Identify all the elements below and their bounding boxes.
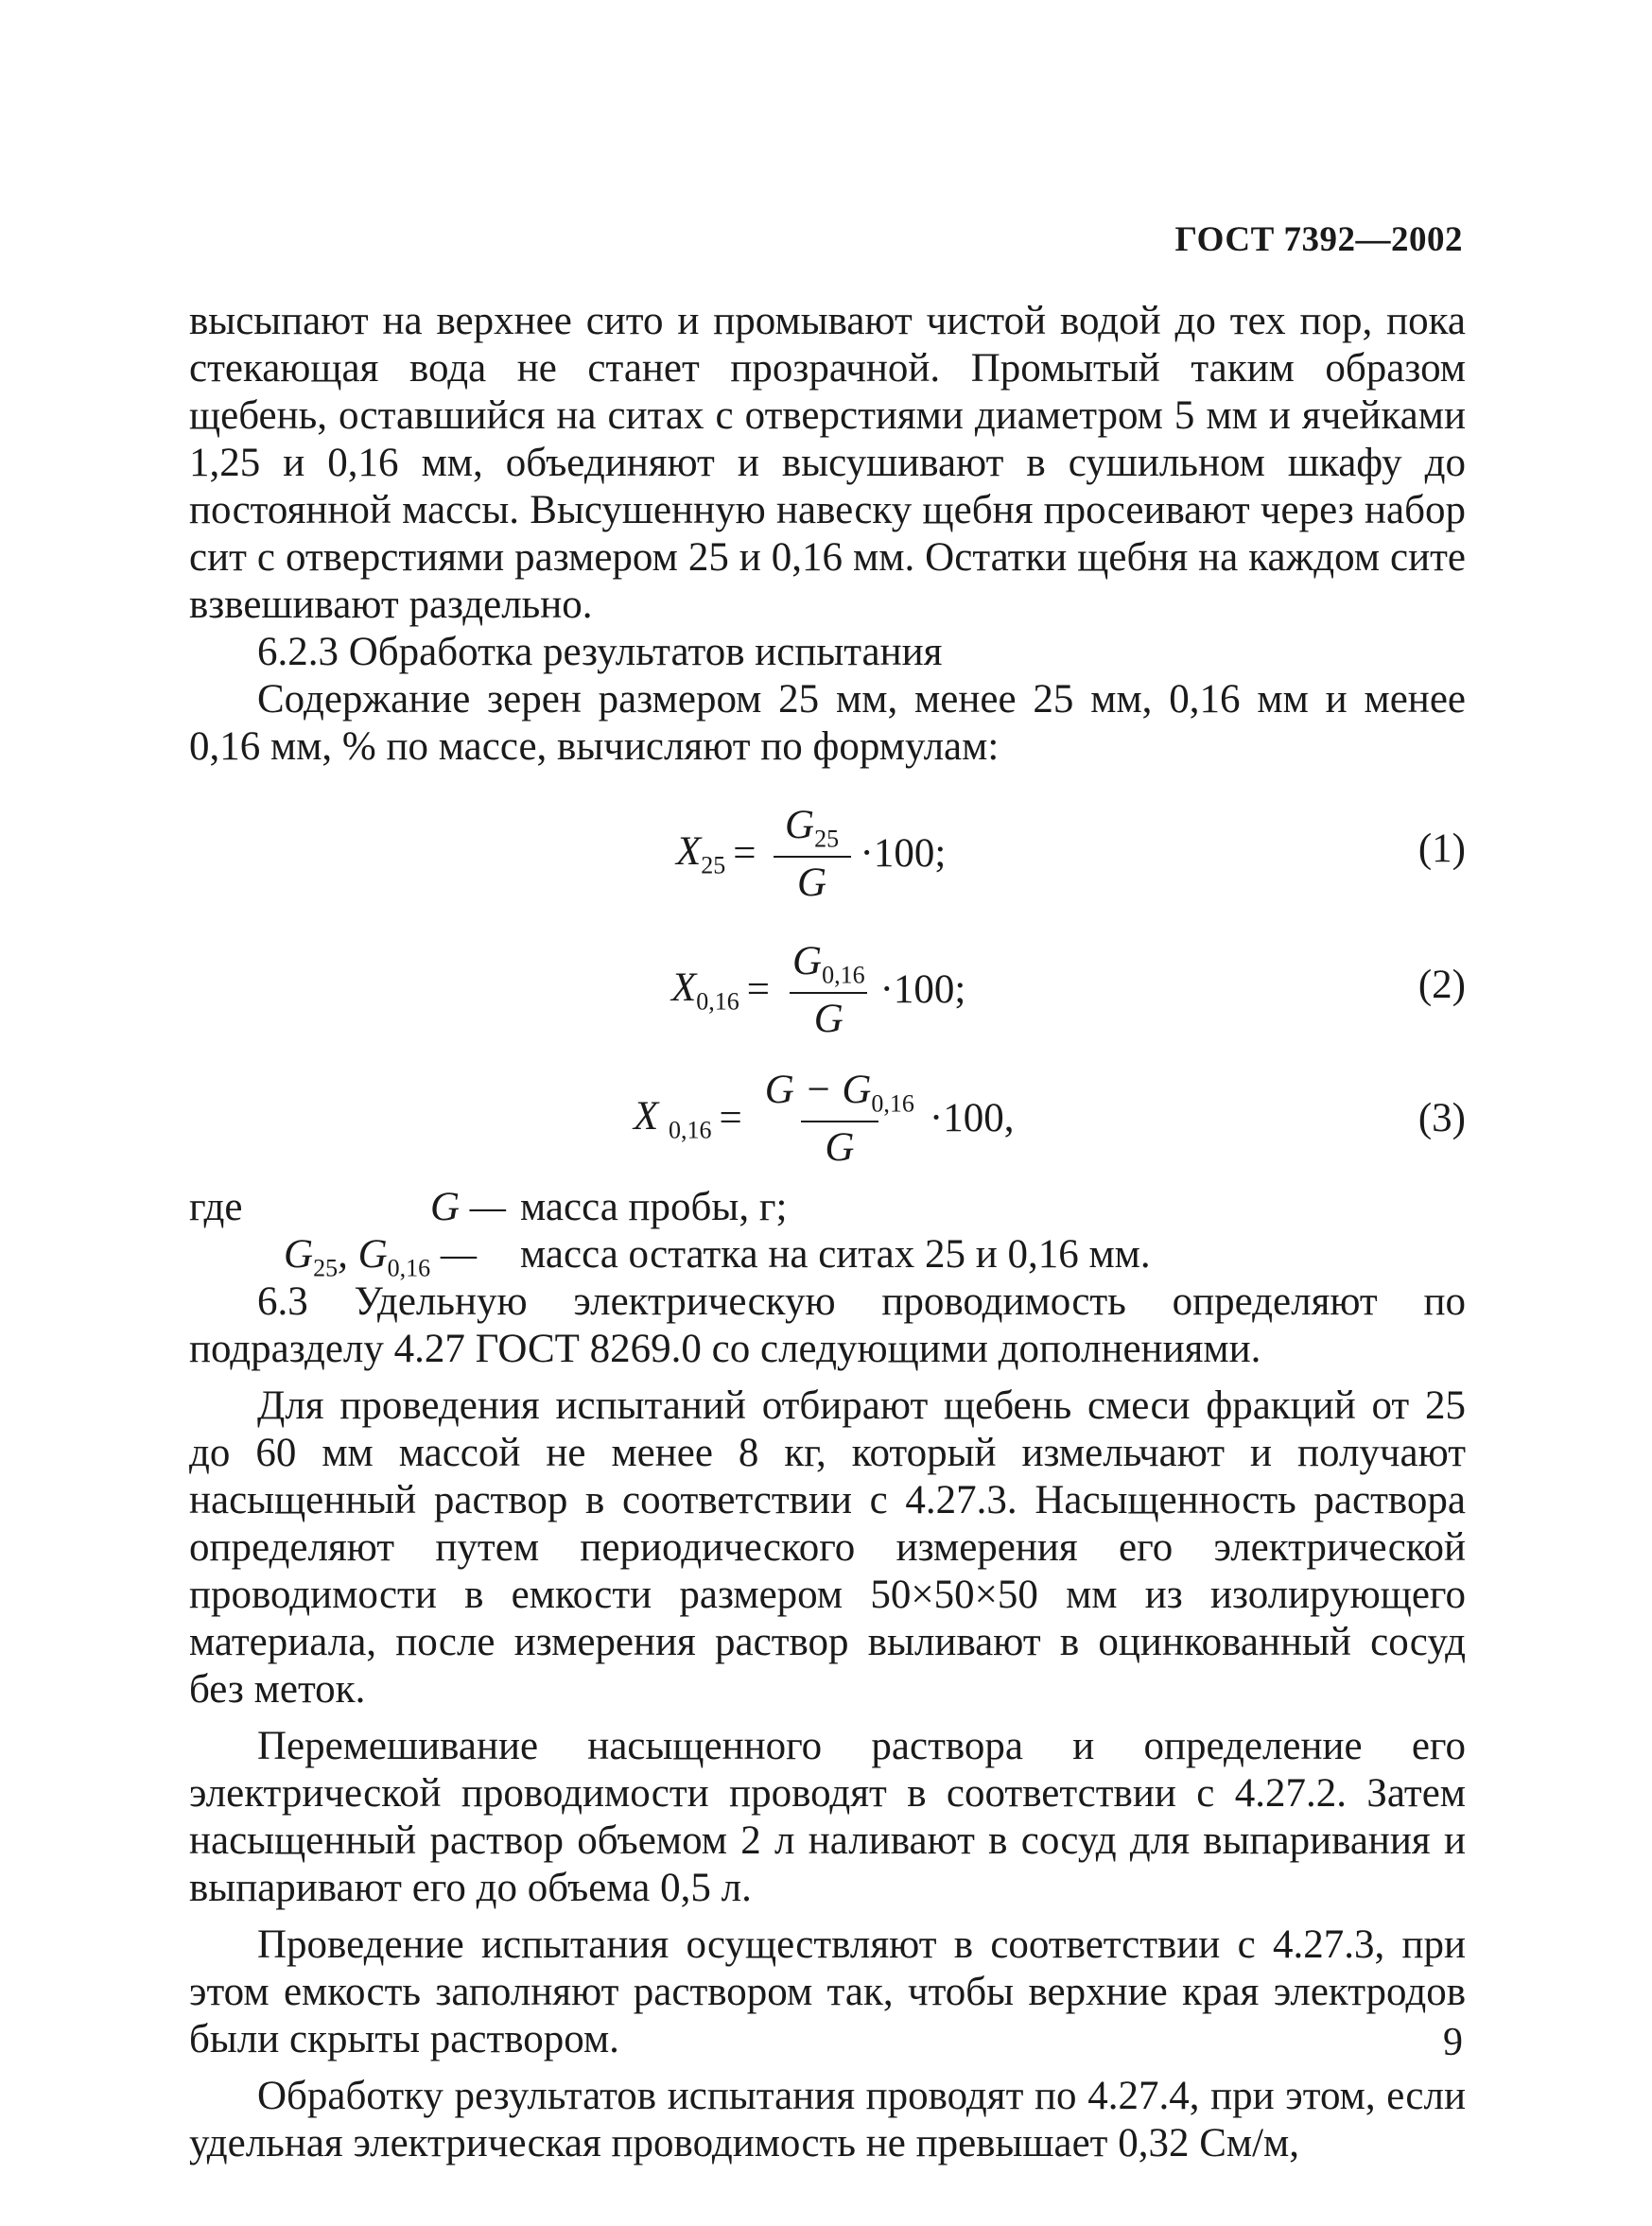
paragraph-mixing: Перемешивание насыщенного раствора и определение его электрической проводимости проводят в соответствии с 4.27.2. Затем насыщенный раствор объемом 2 л наливают в сосуд для выпаривания и выпаривают его до объема 0,5 л. [189, 1724, 1466, 1910]
paragraph-test-procedure: Проведение испытания осуществляют в соответствии с 4.27.3, при этом емкость заполняют раствором так, чтобы верхние края электродов были скрыты раствором. [189, 1922, 1466, 2061]
paragraph-formula-intro: Содержание зерен размером 25 мм, менее 25 мм, 0,16 мм и менее 0,16 мм, % по массе, вычисляют по формулам: [189, 677, 1466, 769]
definition-g-text: масса пробы, г; [520, 1185, 788, 1229]
formula-3: X $_{0,16}$ = $\frac{G - G_{0,16}}{G}$ ·100, (3) [634, 1068, 1466, 1170]
formula-2: $X_{0,16}$ = $\frac{G_{0,16}}{G}$ ·100; (2) [671, 939, 1466, 1041]
paragraph-6-3: 6.3 Удельную электрическую проводимость определяют по подразделу 4.27 ГОСТ 8269.0 со следующими дополнениями. [189, 1279, 1466, 1371]
definitions-lead-word: где [189, 1185, 243, 1229]
formula-2-number: (2) [1417, 963, 1466, 1007]
formula-2-lhs: $X_{0,16}$ [671, 965, 739, 1016]
body-text-top [189, 298, 1466, 771]
formula-1-number: (1) [1417, 826, 1466, 871]
paragraph-sampling: Для проведения испытаний отбирают щебень смеси фракций от 25 до 60 мм массой не менее 8 кг, который измельчают и получают насыщенный раствор в соответствии с 4.27.3. Насыщенность раствора определяют путем периодического измерения его электрической проводимости в емкости размером 50×50×50 мм из изолирующего материала, после измерения раствор выливают в оцинкованный сосуд без меток. [189, 1383, 1466, 1712]
section-heading-6-2-3: 6.2.3 Обработка результатов испытания [257, 630, 943, 674]
body-text-bottom [189, 1278, 1466, 2167]
formula-1: $X_{25}$ = $\frac{G_{25}}{G}$ ·100; (1) [676, 803, 1466, 905]
formula-3-lhs: X $_{0,16}$ [634, 1093, 712, 1144]
definition-g25-text: масса остатка на ситах 25 и 0,16 мм. [520, 1232, 1151, 1277]
document-header: ГОСТ 7392—2002 [1174, 220, 1463, 259]
paragraph-continuation: высыпают на верхнее сито и промывают чистой водой до тех пор, пока стекающая вода не станет прозрачной. Промытый таким образом щебень, оставшийся на ситах с отверстиями диаметром 5 мм и ячейками 1,25 и 0,16 мм, объединяют и высушивают в сушильном шкафу до постоянной массы. Высушенную навеску щебня просеивают через набор сит с отверстиями размером 25 и 0,16 мм. Остатки щебня на каждом сите взвешивают раздельно. [189, 299, 1466, 627]
definition-g [189, 1184, 1466, 1231]
formula-1-lhs: $X_{25}$ [676, 828, 726, 879]
paragraph-results: Обработку результатов испытания проводят по 4.27.4, при этом, если удельная электрическая проводимость не превышает 0,32 См/м, [189, 2074, 1466, 2165]
page-number: 9 [1443, 2021, 1463, 2064]
definition-g25 [189, 1231, 1466, 1282]
definition-g-symbol: G — [430, 1185, 507, 1229]
formula-3-number: (3) [1417, 1096, 1466, 1140]
definition-g25-symbol: $G_{25}$, $G_{0,16}$ — [284, 1232, 478, 1282]
